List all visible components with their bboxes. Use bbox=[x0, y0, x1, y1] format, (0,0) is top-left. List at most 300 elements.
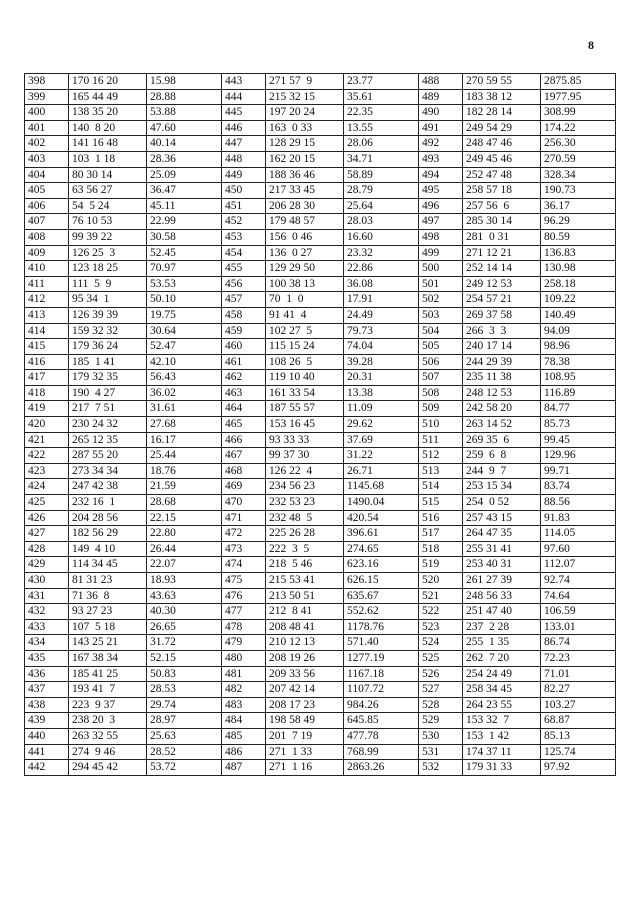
distance-cell: 96.29 bbox=[541, 214, 616, 230]
distance-cell: 623.16 bbox=[344, 557, 419, 573]
point-number-cell: 443 bbox=[222, 74, 266, 90]
point-number-cell: 400 bbox=[25, 105, 69, 121]
point-number-cell: 452 bbox=[222, 214, 266, 230]
point-number-cell: 528 bbox=[419, 697, 463, 713]
bearing-cell: 238 20 3 bbox=[69, 713, 147, 729]
bearing-cell: 188 36 46 bbox=[266, 167, 344, 183]
bearing-cell: 240 17 14 bbox=[463, 339, 541, 355]
bearing-cell: 248 56 33 bbox=[463, 588, 541, 604]
point-number-cell: 450 bbox=[222, 183, 266, 199]
point-number-cell: 398 bbox=[25, 74, 69, 90]
distance-cell: 136.83 bbox=[541, 245, 616, 261]
bearing-cell: 271 12 21 bbox=[463, 245, 541, 261]
bearing-cell: 271 57 9 bbox=[266, 74, 344, 90]
point-number-cell: 436 bbox=[25, 666, 69, 682]
bearing-cell: 204 28 56 bbox=[69, 510, 147, 526]
distance-cell: 53.88 bbox=[147, 105, 222, 121]
point-number-cell: 530 bbox=[419, 728, 463, 744]
point-number-cell: 523 bbox=[419, 619, 463, 635]
distance-cell: 34.71 bbox=[344, 151, 419, 167]
bearing-cell: 108 26 5 bbox=[266, 354, 344, 370]
bearing-cell: 100 38 13 bbox=[266, 276, 344, 292]
point-number-cell: 434 bbox=[25, 635, 69, 651]
distance-cell: 645.85 bbox=[344, 713, 419, 729]
point-number-cell: 483 bbox=[222, 697, 266, 713]
bearing-cell: 107 5 18 bbox=[69, 619, 147, 635]
point-number-cell: 455 bbox=[222, 261, 266, 277]
distance-cell: 84.77 bbox=[541, 401, 616, 417]
bearing-cell: 95 34 1 bbox=[69, 292, 147, 308]
bearing-cell: 264 23 55 bbox=[463, 697, 541, 713]
bearing-cell: 206 28 30 bbox=[266, 198, 344, 214]
distance-cell: 80.59 bbox=[541, 229, 616, 245]
distance-cell: 21.59 bbox=[147, 479, 222, 495]
table-row bbox=[25, 74, 616, 90]
point-number-cell: 489 bbox=[419, 89, 463, 105]
table-row bbox=[25, 448, 616, 464]
bearing-cell: 141 16 48 bbox=[69, 136, 147, 152]
bearing-cell: 253 40 31 bbox=[463, 557, 541, 573]
bearing-cell: 294 45 42 bbox=[69, 760, 147, 776]
point-number-cell: 426 bbox=[25, 510, 69, 526]
distance-cell: 174.22 bbox=[541, 120, 616, 136]
table-row bbox=[25, 432, 616, 448]
point-number-cell: 525 bbox=[419, 650, 463, 666]
bearing-cell: 258 34 45 bbox=[463, 682, 541, 698]
distance-cell: 15.98 bbox=[147, 74, 222, 90]
point-number-cell: 422 bbox=[25, 448, 69, 464]
bearing-cell: 207 42 14 bbox=[266, 682, 344, 698]
point-number-cell: 494 bbox=[419, 167, 463, 183]
distance-cell: 25.44 bbox=[147, 448, 222, 464]
point-number-cell: 472 bbox=[222, 526, 266, 542]
table-row bbox=[25, 261, 616, 277]
point-number-cell: 442 bbox=[25, 760, 69, 776]
bearing-cell: 128 29 15 bbox=[266, 136, 344, 152]
distance-cell: 635.67 bbox=[344, 588, 419, 604]
distance-cell: 328.34 bbox=[541, 167, 616, 183]
table-row bbox=[25, 682, 616, 698]
point-number-cell: 438 bbox=[25, 697, 69, 713]
bearing-cell: 140 8 20 bbox=[69, 120, 147, 136]
distance-cell: 91.83 bbox=[541, 510, 616, 526]
table-row bbox=[25, 666, 616, 682]
point-number-cell: 491 bbox=[419, 120, 463, 136]
bearing-cell: 179 32 35 bbox=[69, 370, 147, 386]
point-number-cell: 508 bbox=[419, 385, 463, 401]
bearing-cell: 249 45 46 bbox=[463, 151, 541, 167]
distance-cell: 27.68 bbox=[147, 417, 222, 433]
point-number-cell: 409 bbox=[25, 245, 69, 261]
table-row bbox=[25, 495, 616, 511]
point-number-cell: 531 bbox=[419, 744, 463, 760]
bearing-cell: 93 27 23 bbox=[69, 604, 147, 620]
distance-cell: 18.76 bbox=[147, 463, 222, 479]
point-number-cell: 477 bbox=[222, 604, 266, 620]
distance-cell: 88.56 bbox=[541, 495, 616, 511]
bearing-cell: 225 26 28 bbox=[266, 526, 344, 542]
bearing-cell: 215 53 41 bbox=[266, 573, 344, 589]
distance-cell: 24.49 bbox=[344, 307, 419, 323]
bearing-cell: 235 11 38 bbox=[463, 370, 541, 386]
bearing-cell: 244 9 7 bbox=[463, 463, 541, 479]
distance-cell: 1490.04 bbox=[344, 495, 419, 511]
point-number-cell: 425 bbox=[25, 495, 69, 511]
point-number-cell: 517 bbox=[419, 526, 463, 542]
bearing-cell: 237 2 28 bbox=[463, 619, 541, 635]
point-number-cell: 429 bbox=[25, 557, 69, 573]
point-number-cell: 433 bbox=[25, 619, 69, 635]
point-number-cell: 504 bbox=[419, 323, 463, 339]
distance-cell: 25.63 bbox=[147, 728, 222, 744]
bearing-cell: 198 58 49 bbox=[266, 713, 344, 729]
distance-cell: 35.61 bbox=[344, 89, 419, 105]
distance-cell: 29.74 bbox=[147, 697, 222, 713]
point-number-cell: 404 bbox=[25, 167, 69, 183]
distance-cell: 50.83 bbox=[147, 666, 222, 682]
point-number-cell: 509 bbox=[419, 401, 463, 417]
distance-cell: 39.28 bbox=[344, 354, 419, 370]
bearing-cell: 143 25 21 bbox=[69, 635, 147, 651]
bearing-cell: 261 27 39 bbox=[463, 573, 541, 589]
point-number-cell: 493 bbox=[419, 151, 463, 167]
distance-cell: 2863.26 bbox=[344, 760, 419, 776]
distance-cell: 97.92 bbox=[541, 760, 616, 776]
distance-cell: 552.62 bbox=[344, 604, 419, 620]
bearing-cell: 257 43 15 bbox=[463, 510, 541, 526]
bearing-cell: 80 30 14 bbox=[69, 167, 147, 183]
distance-cell: 26.44 bbox=[147, 541, 222, 557]
point-number-cell: 488 bbox=[419, 74, 463, 90]
distance-cell: 74.64 bbox=[541, 588, 616, 604]
bearing-cell: 218 5 46 bbox=[266, 557, 344, 573]
bearing-cell: 162 20 15 bbox=[266, 151, 344, 167]
point-number-cell: 449 bbox=[222, 167, 266, 183]
point-number-cell: 480 bbox=[222, 650, 266, 666]
bearing-cell: 249 12 53 bbox=[463, 276, 541, 292]
distance-cell: 52.15 bbox=[147, 650, 222, 666]
table-row bbox=[25, 276, 616, 292]
bearing-cell: 287 55 20 bbox=[69, 448, 147, 464]
point-number-cell: 486 bbox=[222, 744, 266, 760]
distance-cell: 270.59 bbox=[541, 151, 616, 167]
bearing-cell: 136 0 27 bbox=[266, 245, 344, 261]
distance-cell: 68.87 bbox=[541, 713, 616, 729]
table-row bbox=[25, 370, 616, 386]
distance-cell: 28.36 bbox=[147, 151, 222, 167]
point-number-cell: 466 bbox=[222, 432, 266, 448]
distance-cell: 70.97 bbox=[147, 261, 222, 277]
distance-cell: 82.27 bbox=[541, 682, 616, 698]
bearing-cell: 244 29 39 bbox=[463, 354, 541, 370]
table-row bbox=[25, 151, 616, 167]
table-row bbox=[25, 463, 616, 479]
distance-cell: 130.98 bbox=[541, 261, 616, 277]
bearing-cell: 161 33 54 bbox=[266, 385, 344, 401]
bearing-cell: 54 5 24 bbox=[69, 198, 147, 214]
bearing-cell: 93 33 33 bbox=[266, 432, 344, 448]
bearing-cell: 159 32 32 bbox=[69, 323, 147, 339]
bearing-cell: 76 10 53 bbox=[69, 214, 147, 230]
point-number-cell: 461 bbox=[222, 354, 266, 370]
distance-cell: 11.09 bbox=[344, 401, 419, 417]
bearing-cell: 163 0 33 bbox=[266, 120, 344, 136]
distance-cell: 22.80 bbox=[147, 526, 222, 542]
distance-cell: 133.01 bbox=[541, 619, 616, 635]
distance-cell: 98.96 bbox=[541, 339, 616, 355]
table-row bbox=[25, 245, 616, 261]
distance-cell: 106.59 bbox=[541, 604, 616, 620]
point-number-cell: 458 bbox=[222, 307, 266, 323]
point-number-cell: 470 bbox=[222, 495, 266, 511]
table-row bbox=[25, 307, 616, 323]
distance-cell: 29.62 bbox=[344, 417, 419, 433]
bearing-cell: 213 50 51 bbox=[266, 588, 344, 604]
bearing-cell: 209 33 56 bbox=[266, 666, 344, 682]
point-number-cell: 510 bbox=[419, 417, 463, 433]
bearing-cell: 187 55 57 bbox=[266, 401, 344, 417]
table-row bbox=[25, 292, 616, 308]
point-number-cell: 505 bbox=[419, 339, 463, 355]
point-number-cell: 500 bbox=[419, 261, 463, 277]
point-number-cell: 512 bbox=[419, 448, 463, 464]
point-number-cell: 467 bbox=[222, 448, 266, 464]
point-number-cell: 516 bbox=[419, 510, 463, 526]
bearing-cell: 91 41 4 bbox=[266, 307, 344, 323]
bearing-cell: 156 0 46 bbox=[266, 229, 344, 245]
table-row bbox=[25, 417, 616, 433]
bearing-cell: 185 41 25 bbox=[69, 666, 147, 682]
distance-cell: 28.53 bbox=[147, 682, 222, 698]
distance-cell: 40.14 bbox=[147, 136, 222, 152]
distance-cell: 43.63 bbox=[147, 588, 222, 604]
point-number-cell: 485 bbox=[222, 728, 266, 744]
table-row bbox=[25, 744, 616, 760]
distance-cell: 23.32 bbox=[344, 245, 419, 261]
bearing-cell: 253 15 34 bbox=[463, 479, 541, 495]
distance-cell: 1178.76 bbox=[344, 619, 419, 635]
point-number-cell: 405 bbox=[25, 183, 69, 199]
point-number-cell: 445 bbox=[222, 105, 266, 121]
point-number-cell: 474 bbox=[222, 557, 266, 573]
bearing-cell: 119 10 40 bbox=[266, 370, 344, 386]
point-number-cell: 496 bbox=[419, 198, 463, 214]
table-row bbox=[25, 760, 616, 776]
bearing-cell: 249 54 29 bbox=[463, 120, 541, 136]
bearing-cell: 208 19 26 bbox=[266, 650, 344, 666]
distance-cell: 13.38 bbox=[344, 385, 419, 401]
bearing-cell: 248 47 46 bbox=[463, 136, 541, 152]
point-number-cell: 478 bbox=[222, 619, 266, 635]
bearing-cell: 167 38 34 bbox=[69, 650, 147, 666]
distance-cell: 2875.85 bbox=[541, 74, 616, 90]
bearing-cell: 223 9 37 bbox=[69, 697, 147, 713]
distance-cell: 78.38 bbox=[541, 354, 616, 370]
bearing-cell: 212 8 41 bbox=[266, 604, 344, 620]
point-number-cell: 495 bbox=[419, 183, 463, 199]
table-row bbox=[25, 105, 616, 121]
distance-cell: 984.26 bbox=[344, 697, 419, 713]
distance-cell: 112.07 bbox=[541, 557, 616, 573]
point-number-cell: 408 bbox=[25, 229, 69, 245]
point-number-cell: 499 bbox=[419, 245, 463, 261]
bearing-cell: 170 16 20 bbox=[69, 74, 147, 90]
point-number-cell: 492 bbox=[419, 136, 463, 152]
bearing-cell: 263 32 55 bbox=[69, 728, 147, 744]
point-number-cell: 460 bbox=[222, 339, 266, 355]
point-number-cell: 529 bbox=[419, 713, 463, 729]
point-number-cell: 482 bbox=[222, 682, 266, 698]
distance-cell: 16.60 bbox=[344, 229, 419, 245]
point-number-cell: 457 bbox=[222, 292, 266, 308]
distance-cell: 52.45 bbox=[147, 245, 222, 261]
distance-cell: 99.71 bbox=[541, 463, 616, 479]
point-number-cell: 421 bbox=[25, 432, 69, 448]
distance-cell: 140.49 bbox=[541, 307, 616, 323]
distance-cell: 23.77 bbox=[344, 74, 419, 90]
bearing-cell: 81 31 23 bbox=[69, 573, 147, 589]
point-number-cell: 532 bbox=[419, 760, 463, 776]
distance-cell: 308.99 bbox=[541, 105, 616, 121]
table-row bbox=[25, 385, 616, 401]
point-number-cell: 520 bbox=[419, 573, 463, 589]
distance-cell: 28.97 bbox=[147, 713, 222, 729]
bearing-cell: 270 59 55 bbox=[463, 74, 541, 90]
bearing-cell: 70 1 0 bbox=[266, 292, 344, 308]
distance-cell: 94.09 bbox=[541, 323, 616, 339]
distance-cell: 25.09 bbox=[147, 167, 222, 183]
point-number-cell: 441 bbox=[25, 744, 69, 760]
table-row bbox=[25, 604, 616, 620]
page-number: 8 bbox=[588, 38, 594, 52]
distance-cell: 28.79 bbox=[344, 183, 419, 199]
point-number-cell: 419 bbox=[25, 401, 69, 417]
table-body bbox=[25, 74, 616, 776]
point-number-cell: 518 bbox=[419, 541, 463, 557]
bearing-cell: 232 16 1 bbox=[69, 495, 147, 511]
bearing-cell: 254 24 49 bbox=[463, 666, 541, 682]
bearing-cell: 99 37 30 bbox=[266, 448, 344, 464]
point-number-cell: 468 bbox=[222, 463, 266, 479]
bearing-cell: 247 42 38 bbox=[69, 479, 147, 495]
distance-cell: 1977.95 bbox=[541, 89, 616, 105]
bearing-cell: 269 35 6 bbox=[463, 432, 541, 448]
point-number-cell: 521 bbox=[419, 588, 463, 604]
point-number-cell: 415 bbox=[25, 339, 69, 355]
bearing-cell: 165 44 49 bbox=[69, 89, 147, 105]
table-row bbox=[25, 619, 616, 635]
point-number-cell: 456 bbox=[222, 276, 266, 292]
point-number-cell: 435 bbox=[25, 650, 69, 666]
bearing-cell: 153 1 42 bbox=[463, 728, 541, 744]
distance-cell: 28.03 bbox=[344, 214, 419, 230]
point-number-cell: 420 bbox=[25, 417, 69, 433]
table-row bbox=[25, 479, 616, 495]
point-number-cell: 446 bbox=[222, 120, 266, 136]
bearing-cell: 123 18 25 bbox=[69, 261, 147, 277]
point-number-cell: 526 bbox=[419, 666, 463, 682]
point-number-cell: 402 bbox=[25, 136, 69, 152]
point-number-cell: 453 bbox=[222, 229, 266, 245]
bearing-cell: 174 37 11 bbox=[463, 744, 541, 760]
bearing-cell: 179 48 57 bbox=[266, 214, 344, 230]
point-number-cell: 463 bbox=[222, 385, 266, 401]
point-number-cell: 440 bbox=[25, 728, 69, 744]
bearing-cell: 234 56 23 bbox=[266, 479, 344, 495]
distance-cell: 109.22 bbox=[541, 292, 616, 308]
bearing-cell: 274 9 46 bbox=[69, 744, 147, 760]
bearing-cell: 182 56 29 bbox=[69, 526, 147, 542]
distance-cell: 1277.19 bbox=[344, 650, 419, 666]
point-number-cell: 476 bbox=[222, 588, 266, 604]
point-number-cell: 527 bbox=[419, 682, 463, 698]
distance-cell: 53.72 bbox=[147, 760, 222, 776]
bearing-cell: 210 12 13 bbox=[266, 635, 344, 651]
table-row bbox=[25, 167, 616, 183]
bearing-cell: 232 48 5 bbox=[266, 510, 344, 526]
bearing-cell: 208 17 23 bbox=[266, 697, 344, 713]
distance-cell: 83.74 bbox=[541, 479, 616, 495]
distance-cell: 30.64 bbox=[147, 323, 222, 339]
distance-cell: 17.91 bbox=[344, 292, 419, 308]
bearing-cell: 264 47 35 bbox=[463, 526, 541, 542]
point-number-cell: 497 bbox=[419, 214, 463, 230]
bearing-cell: 115 15 24 bbox=[266, 339, 344, 355]
bearing-cell: 251 47 40 bbox=[463, 604, 541, 620]
point-number-cell: 407 bbox=[25, 214, 69, 230]
point-number-cell: 511 bbox=[419, 432, 463, 448]
point-number-cell: 416 bbox=[25, 354, 69, 370]
table-row bbox=[25, 198, 616, 214]
bearing-cell: 129 29 50 bbox=[266, 261, 344, 277]
distance-cell: 71.01 bbox=[541, 666, 616, 682]
distance-cell: 52.47 bbox=[147, 339, 222, 355]
distance-cell: 28.52 bbox=[147, 744, 222, 760]
table-row bbox=[25, 229, 616, 245]
point-number-cell: 417 bbox=[25, 370, 69, 386]
table-row bbox=[25, 89, 616, 105]
point-number-cell: 503 bbox=[419, 307, 463, 323]
point-number-cell: 487 bbox=[222, 760, 266, 776]
distance-cell: 85.13 bbox=[541, 728, 616, 744]
distance-cell: 97.60 bbox=[541, 541, 616, 557]
distance-cell: 114.05 bbox=[541, 526, 616, 542]
point-number-cell: 506 bbox=[419, 354, 463, 370]
table-row bbox=[25, 339, 616, 355]
table-row bbox=[25, 588, 616, 604]
bearing-cell: 257 56 6 bbox=[463, 198, 541, 214]
bearing-cell: 149 4 10 bbox=[69, 541, 147, 557]
distance-cell: 256.30 bbox=[541, 136, 616, 152]
table-row bbox=[25, 541, 616, 557]
distance-cell: 85.73 bbox=[541, 417, 616, 433]
table-row bbox=[25, 510, 616, 526]
distance-cell: 1145.68 bbox=[344, 479, 419, 495]
bearing-cell: 197 20 24 bbox=[266, 105, 344, 121]
point-number-cell: 412 bbox=[25, 292, 69, 308]
point-number-cell: 519 bbox=[419, 557, 463, 573]
distance-cell: 477.78 bbox=[344, 728, 419, 744]
distance-cell: 396.61 bbox=[344, 526, 419, 542]
bearing-cell: 208 48 41 bbox=[266, 619, 344, 635]
point-number-cell: 447 bbox=[222, 136, 266, 152]
bearing-cell: 285 30 14 bbox=[463, 214, 541, 230]
distance-cell: 36.17 bbox=[541, 198, 616, 214]
table-row bbox=[25, 650, 616, 666]
point-number-cell: 448 bbox=[222, 151, 266, 167]
table-row bbox=[25, 557, 616, 573]
distance-cell: 79.73 bbox=[344, 323, 419, 339]
